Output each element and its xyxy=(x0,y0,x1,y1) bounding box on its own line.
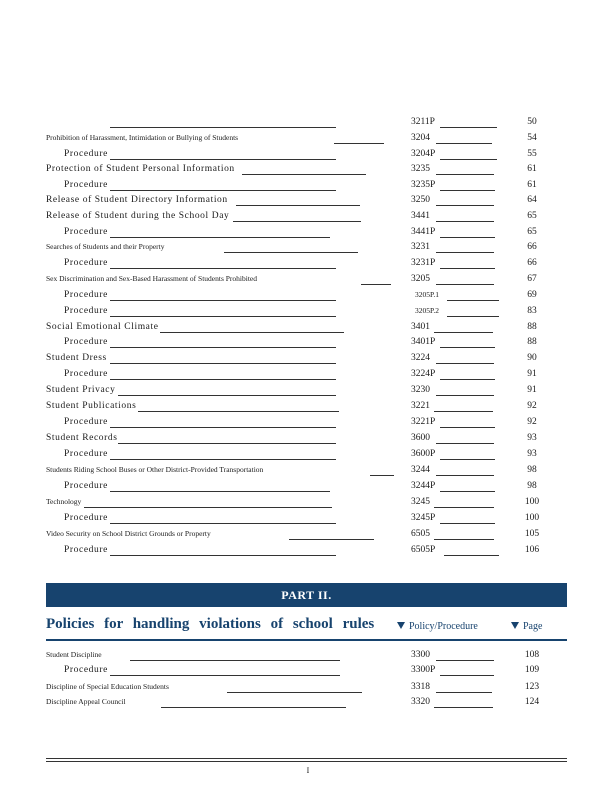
code-leader xyxy=(434,529,494,540)
toc-row xyxy=(0,682,616,696)
policy-code: 3224P xyxy=(411,369,436,379)
toc-entry-label: Discipline Appeal Council xyxy=(46,697,126,706)
toc-row xyxy=(0,322,616,336)
footer-rule xyxy=(46,761,567,762)
leader-line xyxy=(110,337,336,348)
toc-row xyxy=(0,545,616,559)
toc-entry-label: Procedure xyxy=(64,417,108,427)
toc-entry-label: Procedure xyxy=(64,337,108,347)
code-leader xyxy=(436,682,492,693)
leader-line xyxy=(110,290,336,301)
toc-entry-label: Protection of Student Personal Information xyxy=(46,164,235,174)
toc-row xyxy=(0,211,616,225)
page-ref: 100 xyxy=(524,513,540,523)
leader-line xyxy=(236,195,360,206)
policy-code: 6505 xyxy=(411,529,430,539)
code-leader xyxy=(440,417,495,428)
page-ref: 83 xyxy=(527,306,537,316)
policy-code: 3300 xyxy=(411,650,430,660)
toc-row xyxy=(0,697,616,711)
code-leader xyxy=(440,337,495,348)
toc-row xyxy=(0,180,616,194)
policy-code: 3235 xyxy=(411,164,430,174)
leader-line xyxy=(110,513,336,524)
page-ref: 64 xyxy=(527,195,537,205)
leader-line xyxy=(289,529,374,540)
policy-code: 3441P xyxy=(411,227,436,237)
page-ref: 90 xyxy=(527,353,537,363)
policy-code: 6505P xyxy=(411,545,436,555)
policy-code: 3600 xyxy=(411,433,430,443)
toc-entry-label: Student Records xyxy=(46,433,118,443)
toc-row xyxy=(0,195,616,209)
code-leader xyxy=(436,433,494,444)
policy-code: 3221P xyxy=(411,417,436,427)
toc-row xyxy=(0,290,616,304)
policy-code: 3245 xyxy=(411,497,430,507)
toc-entry-label: Procedure xyxy=(64,306,108,316)
policy-code: 3401 xyxy=(411,322,430,332)
leader-line xyxy=(110,481,330,492)
leader-line xyxy=(110,117,336,128)
page-ref: 67 xyxy=(527,274,537,284)
toc-row xyxy=(0,227,616,241)
code-leader xyxy=(440,227,495,238)
policy-code: 3211P xyxy=(411,117,435,127)
code-leader xyxy=(436,274,494,285)
toc-row xyxy=(0,353,616,367)
code-leader xyxy=(440,149,497,160)
leader-line xyxy=(110,306,336,317)
toc-entry-label: Technology xyxy=(46,497,82,506)
page-ref: 93 xyxy=(527,449,537,459)
toc-entry-label: Student Privacy xyxy=(46,385,116,395)
footer-rule xyxy=(46,758,567,759)
page-ref: 92 xyxy=(527,401,537,411)
toc-entry-label: Procedure xyxy=(64,665,108,675)
code-leader xyxy=(440,117,497,128)
code-leader xyxy=(440,665,494,676)
toc-entry-label: Procedure xyxy=(64,369,108,379)
leader-line xyxy=(110,353,336,364)
code-leader xyxy=(436,195,494,206)
policy-code: 3204 xyxy=(411,133,430,143)
toc-row xyxy=(0,117,616,131)
page-ref: 100 xyxy=(524,497,540,507)
code-leader xyxy=(436,353,494,364)
page-ref: 61 xyxy=(527,164,537,174)
page-ref: 61 xyxy=(527,180,537,190)
toc-row xyxy=(0,337,616,351)
code-leader xyxy=(436,164,494,175)
code-leader xyxy=(434,697,493,708)
toc-entry-label: Student Discipline xyxy=(46,650,102,659)
page-ref: 123 xyxy=(524,682,540,692)
toc-entry-label: Procedure xyxy=(64,545,108,555)
code-leader xyxy=(436,133,492,144)
page-ref: 93 xyxy=(527,433,537,443)
leader-line xyxy=(334,133,384,144)
header-rule xyxy=(46,639,567,641)
toc-entry-label: Searches of Students and their Property xyxy=(46,242,165,251)
page-column-label: Page xyxy=(523,621,543,632)
code-leader xyxy=(440,449,495,460)
leader-line xyxy=(227,682,362,693)
code-leader xyxy=(440,369,495,380)
leader-line xyxy=(110,417,336,428)
policy-code: 3205 xyxy=(411,274,430,284)
page-ref: 92 xyxy=(527,417,537,427)
leader-line xyxy=(110,180,336,191)
page-ref: 91 xyxy=(527,369,537,379)
policy-code: 3245P xyxy=(411,513,436,523)
toc-row xyxy=(0,449,616,463)
toc-row xyxy=(0,497,616,511)
leader-line xyxy=(224,242,358,253)
toc-row xyxy=(0,385,616,399)
page-ref: 98 xyxy=(527,465,537,475)
leader-line xyxy=(118,385,336,396)
toc-entry-label: Procedure xyxy=(64,481,108,491)
toc-row xyxy=(0,465,616,479)
policy-code: 3205P.2 xyxy=(415,306,439,315)
leader-line xyxy=(130,650,340,661)
toc-entry-label: Procedure xyxy=(64,513,108,523)
toc-row xyxy=(0,665,616,679)
toc-row xyxy=(0,650,616,664)
policy-code: 3224 xyxy=(411,353,430,363)
leader-line xyxy=(160,322,344,333)
policy-column-label: Policy/Procedure xyxy=(409,621,478,632)
code-leader xyxy=(440,180,495,191)
leader-line xyxy=(110,227,330,238)
toc-entry-label: Procedure xyxy=(64,449,108,459)
policy-code: 3231 xyxy=(411,242,430,252)
part-banner: PART II. xyxy=(46,583,567,607)
leader-line xyxy=(110,149,336,160)
policy-code: 3300P xyxy=(411,665,436,675)
leader-line xyxy=(242,164,366,175)
toc-row xyxy=(0,529,616,543)
code-leader xyxy=(434,401,493,412)
leader-line xyxy=(110,665,340,676)
toc-entry-label: Release of Student Directory Information xyxy=(46,195,228,205)
policy-code: 3401P xyxy=(411,337,436,347)
toc-entry-label: Sex Discrimination and Sex-Based Harassment of Students Prohibited xyxy=(46,274,258,283)
toc-row xyxy=(0,433,616,447)
policy-column-header xyxy=(397,621,478,632)
leader-line xyxy=(110,369,336,380)
page-ref: 88 xyxy=(527,337,537,347)
policy-code: 3244P xyxy=(411,481,436,491)
page-ref: 65 xyxy=(527,227,537,237)
code-leader xyxy=(447,306,499,317)
toc-entry-label: Students Riding School Buses or Other District-Provided Transportation xyxy=(46,465,264,474)
triangle-down-icon xyxy=(511,622,519,629)
page-ref: 66 xyxy=(527,242,537,252)
policy-code: 3230 xyxy=(411,385,430,395)
toc-row xyxy=(0,274,616,288)
leader-line xyxy=(361,274,391,285)
page-ref: 54 xyxy=(527,133,537,143)
code-leader xyxy=(444,545,499,556)
code-leader xyxy=(440,258,495,269)
leader-line xyxy=(233,211,361,222)
code-leader xyxy=(436,211,494,222)
page-ref: 124 xyxy=(524,697,540,707)
toc-entry-label: Student Dress xyxy=(46,353,107,363)
page-ref: 98 xyxy=(527,481,537,491)
policy-code: 3235P xyxy=(411,180,436,190)
code-leader xyxy=(436,385,494,396)
leader-line xyxy=(110,545,336,556)
page-ref: 88 xyxy=(527,322,537,332)
code-leader xyxy=(440,481,495,492)
code-leader xyxy=(436,242,494,253)
toc-row xyxy=(0,258,616,272)
toc-entry-label: Release of Student during the School Day xyxy=(46,211,230,221)
toc-row xyxy=(0,417,616,431)
page-ref: 108 xyxy=(524,650,540,660)
policy-code: 3250 xyxy=(411,195,430,205)
page-number: I xyxy=(306,766,310,775)
toc-row xyxy=(0,133,616,147)
toc-entry-label: Social Emotional Climate xyxy=(46,322,159,332)
leader-line xyxy=(110,258,336,269)
leader-line xyxy=(138,401,339,412)
toc-entry-label: Video Security on School District Grounds or Property xyxy=(46,529,211,538)
policy-code: 3600P xyxy=(411,449,436,459)
toc-entry-label: Procedure xyxy=(64,180,108,190)
page-ref: 105 xyxy=(524,529,540,539)
toc-entry-label: Student Publications xyxy=(46,401,137,411)
policy-code: 3320 xyxy=(411,697,430,707)
policy-code: 3205P.1 xyxy=(415,290,439,299)
page-ref: 106 xyxy=(524,545,540,555)
leader-line xyxy=(118,433,336,444)
leader-line xyxy=(161,697,346,708)
code-leader xyxy=(440,513,495,524)
toc-entry-label: Procedure xyxy=(64,258,108,268)
code-leader xyxy=(436,465,494,476)
toc-row xyxy=(0,306,616,320)
leader-line xyxy=(110,449,336,460)
toc-row xyxy=(0,513,616,527)
toc-entry-label: Procedure xyxy=(64,149,108,159)
toc-row xyxy=(0,149,616,163)
toc-entry-label: Discipline of Special Education Students xyxy=(46,682,169,691)
toc-row xyxy=(0,242,616,256)
toc-row xyxy=(0,369,616,383)
policy-code: 3318 xyxy=(411,682,430,692)
page-ref: 50 xyxy=(527,117,537,127)
page-ref: 109 xyxy=(524,665,540,675)
page-ref: 65 xyxy=(527,211,537,221)
toc-row xyxy=(0,164,616,178)
toc-entry-label: Procedure xyxy=(64,290,108,300)
toc-entry-label: Prohibition of Harassment, Intimidation or Bullying of Students xyxy=(46,133,239,142)
code-leader xyxy=(434,497,494,508)
policy-code: 3204P xyxy=(411,149,436,159)
code-leader xyxy=(434,322,493,333)
triangle-down-icon xyxy=(397,622,405,629)
toc-row xyxy=(0,401,616,415)
page-ref: 66 xyxy=(527,258,537,268)
page-ref: 55 xyxy=(527,149,537,159)
code-leader xyxy=(436,650,494,661)
toc-entry-label: Procedure xyxy=(64,227,108,237)
leader-line xyxy=(370,465,394,476)
policy-code: 3244 xyxy=(411,465,430,475)
policy-code: 3441 xyxy=(411,211,430,221)
policy-code: 3231P xyxy=(411,258,436,268)
page-ref: 91 xyxy=(527,385,537,395)
toc-row xyxy=(0,481,616,495)
section-title: Policies for handling violations of school rules xyxy=(46,616,375,632)
code-leader xyxy=(447,290,499,301)
page-ref: 69 xyxy=(527,290,537,300)
policy-code: 3221 xyxy=(411,401,430,411)
page-column-header xyxy=(511,621,542,632)
leader-line xyxy=(84,497,332,508)
